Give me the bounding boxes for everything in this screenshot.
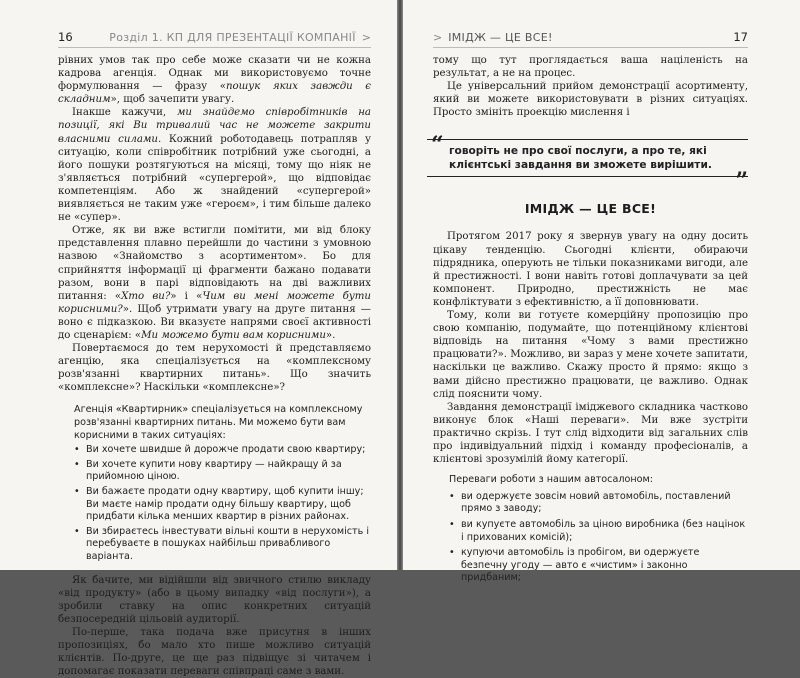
list-item: • Ви хочете швидше й дорожче продати свою квартиру; [74, 444, 366, 456]
page-number-right: 17 [733, 30, 748, 44]
bullet-list [74, 444, 371, 563]
box-intro: Агенція «Квартирник» спеціалізується на комплексному розв'язанні квартирних питань. Ми можемо бути вам корисними в таких ситуаціях: [74, 404, 363, 441]
chapter-title: Розділ 1. КП ДЛЯ ПРЕЗЕНТАЦІЇ КОМПАНІЇ [109, 30, 356, 44]
section-title: ІМІДЖ — ЦЕ ВСЕ! [448, 30, 553, 44]
left-page [0, 0, 397, 678]
paragraph: Тому, коли ви готуєте комерційну пропозицію про свою компанію, подумайте, що потенційному клієнтові відповідь на питання «Чому з вами престижно працювати?». Можливо, ви зараз у мене хочете запитати, наскільки це важливо. Скажу просто й прямо: якщо з вами дійсно престижно працювати, це важливо. Однак слід пояснити чому. [433, 310, 748, 400]
section-heading: ІМІДЖ — ЦЕ ВСЕ! [524, 201, 657, 217]
paragraph: Як бачите, ми відійшли від звичного стилю викладу «від продукту» (або в цьому випадку «від послуги»), а зробили ставку на опис конкретних ситуацій безпосередній цільовій аудиторії. [58, 574, 371, 625]
paragraph: тому що тут проглядається ваша націленість на результат, а не на процес. [433, 55, 748, 80]
paragraph: Інакше кажучи, ми знайдемо співробітників на позиції, які Ви тривалий час не можете закрити власними силами. Кожний роботодавець потрапляв у ситуацію, коли співробітник потрібний уже сьогодні, а його пошуки розтягуються на місяці, тому що ніяк не з'являється потрібний «супергерой», що відповідає компетенціям. Або ж знайдений «супергерой» виявляється не таким уже «героєм», і тим більше далеко не «супер». [58, 107, 372, 224]
list-item: • Ви хочете купити нову квартиру — найкращу й за прийомною ціною. [74, 458, 342, 483]
paragraph: Завдання демонстрації іміджевого складника частково виконує блок «Наші переваги». Ми вже зустріти практично скрізь. І тут слід відходити від загальних слів про індивідуальний підхід і команду професіоналів, а клієнтові зрозумілій йому категорії. [433, 401, 748, 466]
example-box [433, 474, 748, 585]
example-box [58, 404, 371, 563]
pull-quote [427, 132, 748, 195]
paragraph: Протягом 2017 року я звернув увагу на одну досить цікаву тенденцію. Сьогодні клієнти, обираючи підрядника, оперують не тільки показниками вигоди, але й престижності. І вони навіть готові доплачувати за цей компонент. Природно, престижність не має конфліктувати з ефективністю, а її доповнювати. [433, 231, 748, 308]
paragraph: По-перше, така подача вже присутня в інших пропозиціях, бо мало хто пише можливо ситуацій клієнтів. По-друге, це ще раз підвіщує зі читачем і допомагає показати переваги співпраці саме з вами. [58, 626, 371, 678]
paragraph: рівних умов так про себе може сказати чи не кожна кадрова агенція. Однак ми використовуємо точне формулювання — фразу «пошук яких завжди є складним», щоб зачепити увагу. [58, 55, 371, 106]
bullet-icon: • [74, 486, 80, 497]
bullet-icon: • [449, 547, 455, 559]
page-number-left: 16 [58, 30, 73, 44]
running-head-right [433, 30, 748, 48]
pull-quote-text: говоріть не про свої послуги, а про те, які клієнтські завдання ви зможете вирішити. [449, 145, 712, 172]
chevron-right-icon: > [433, 30, 443, 44]
quote-close-icon: ” [735, 168, 748, 195]
chevron-right-icon: > [361, 30, 371, 44]
right-page [403, 0, 800, 584]
list-item: • ви одержуєте зовсім новий автомобіль, поставлений прямо з заводу; [449, 490, 731, 515]
bullet-icon: • [74, 525, 80, 537]
bullet-list [449, 491, 748, 585]
quote-open-icon: “ [431, 132, 444, 159]
bullet-icon: • [449, 490, 455, 502]
bullet-icon: • [74, 458, 80, 470]
list-item: • Ви збираєтесь інвестувати вільні кошти в нерухомість і перебуваєте в пошуках найбільш привабливого варіанта. [74, 525, 370, 562]
running-head-left [58, 30, 371, 48]
bullet-icon: • [74, 444, 80, 456]
paragraph: Це універсальний прийом демонстрації асортименту, який ви можете використовувати в різних ситуаціях. Просто змініть проекцію мислення і [433, 81, 748, 119]
paragraph: Повертаємося до тем нерухомості й представляємо агенцію, яка спеціалізується на «комплексному розв'язанні квартирних питань». Що значить «комплексне»? Наскільки «комплексне»? [58, 343, 371, 394]
list-item: • Ви бажаєте продати одну квартиру, щоб купити іншу; Ви маєте намір продати одну більшу квартиру, щоб придбати кілька менших квартир в різних районах. [74, 486, 364, 523]
bullet-icon: • [449, 518, 455, 530]
paragraph: Отже, як ви вже встигли помітити, ми від блоку представлення плавно перейшли до частини з умовною назвою «Знайомство з асортиментом». Бо для сприйняття інформації ці фрагменти бажано подавати разом, вони в парі відповідають на дві важливих питання: «Хто ви?» і «Чим ви мені можете бути корисними?». Щоб утримати увагу на друге питання — воно є підказкою. Ви вказуєте напрями своєї активності до сценарієм: «Ми можемо бути вам корисними». [58, 225, 371, 341]
box-intro: Переваги роботи з нашим автосалоном: [449, 474, 653, 486]
list-item: • ви купуєте автомобіль за ціною виробника (без націнок і прихованих комісій); [449, 518, 746, 543]
list-item: • купуючи автомобіль із пробігом, ви одержуєте безпечну угоду — авто є «чистим» і законно придбаним; [449, 547, 700, 584]
